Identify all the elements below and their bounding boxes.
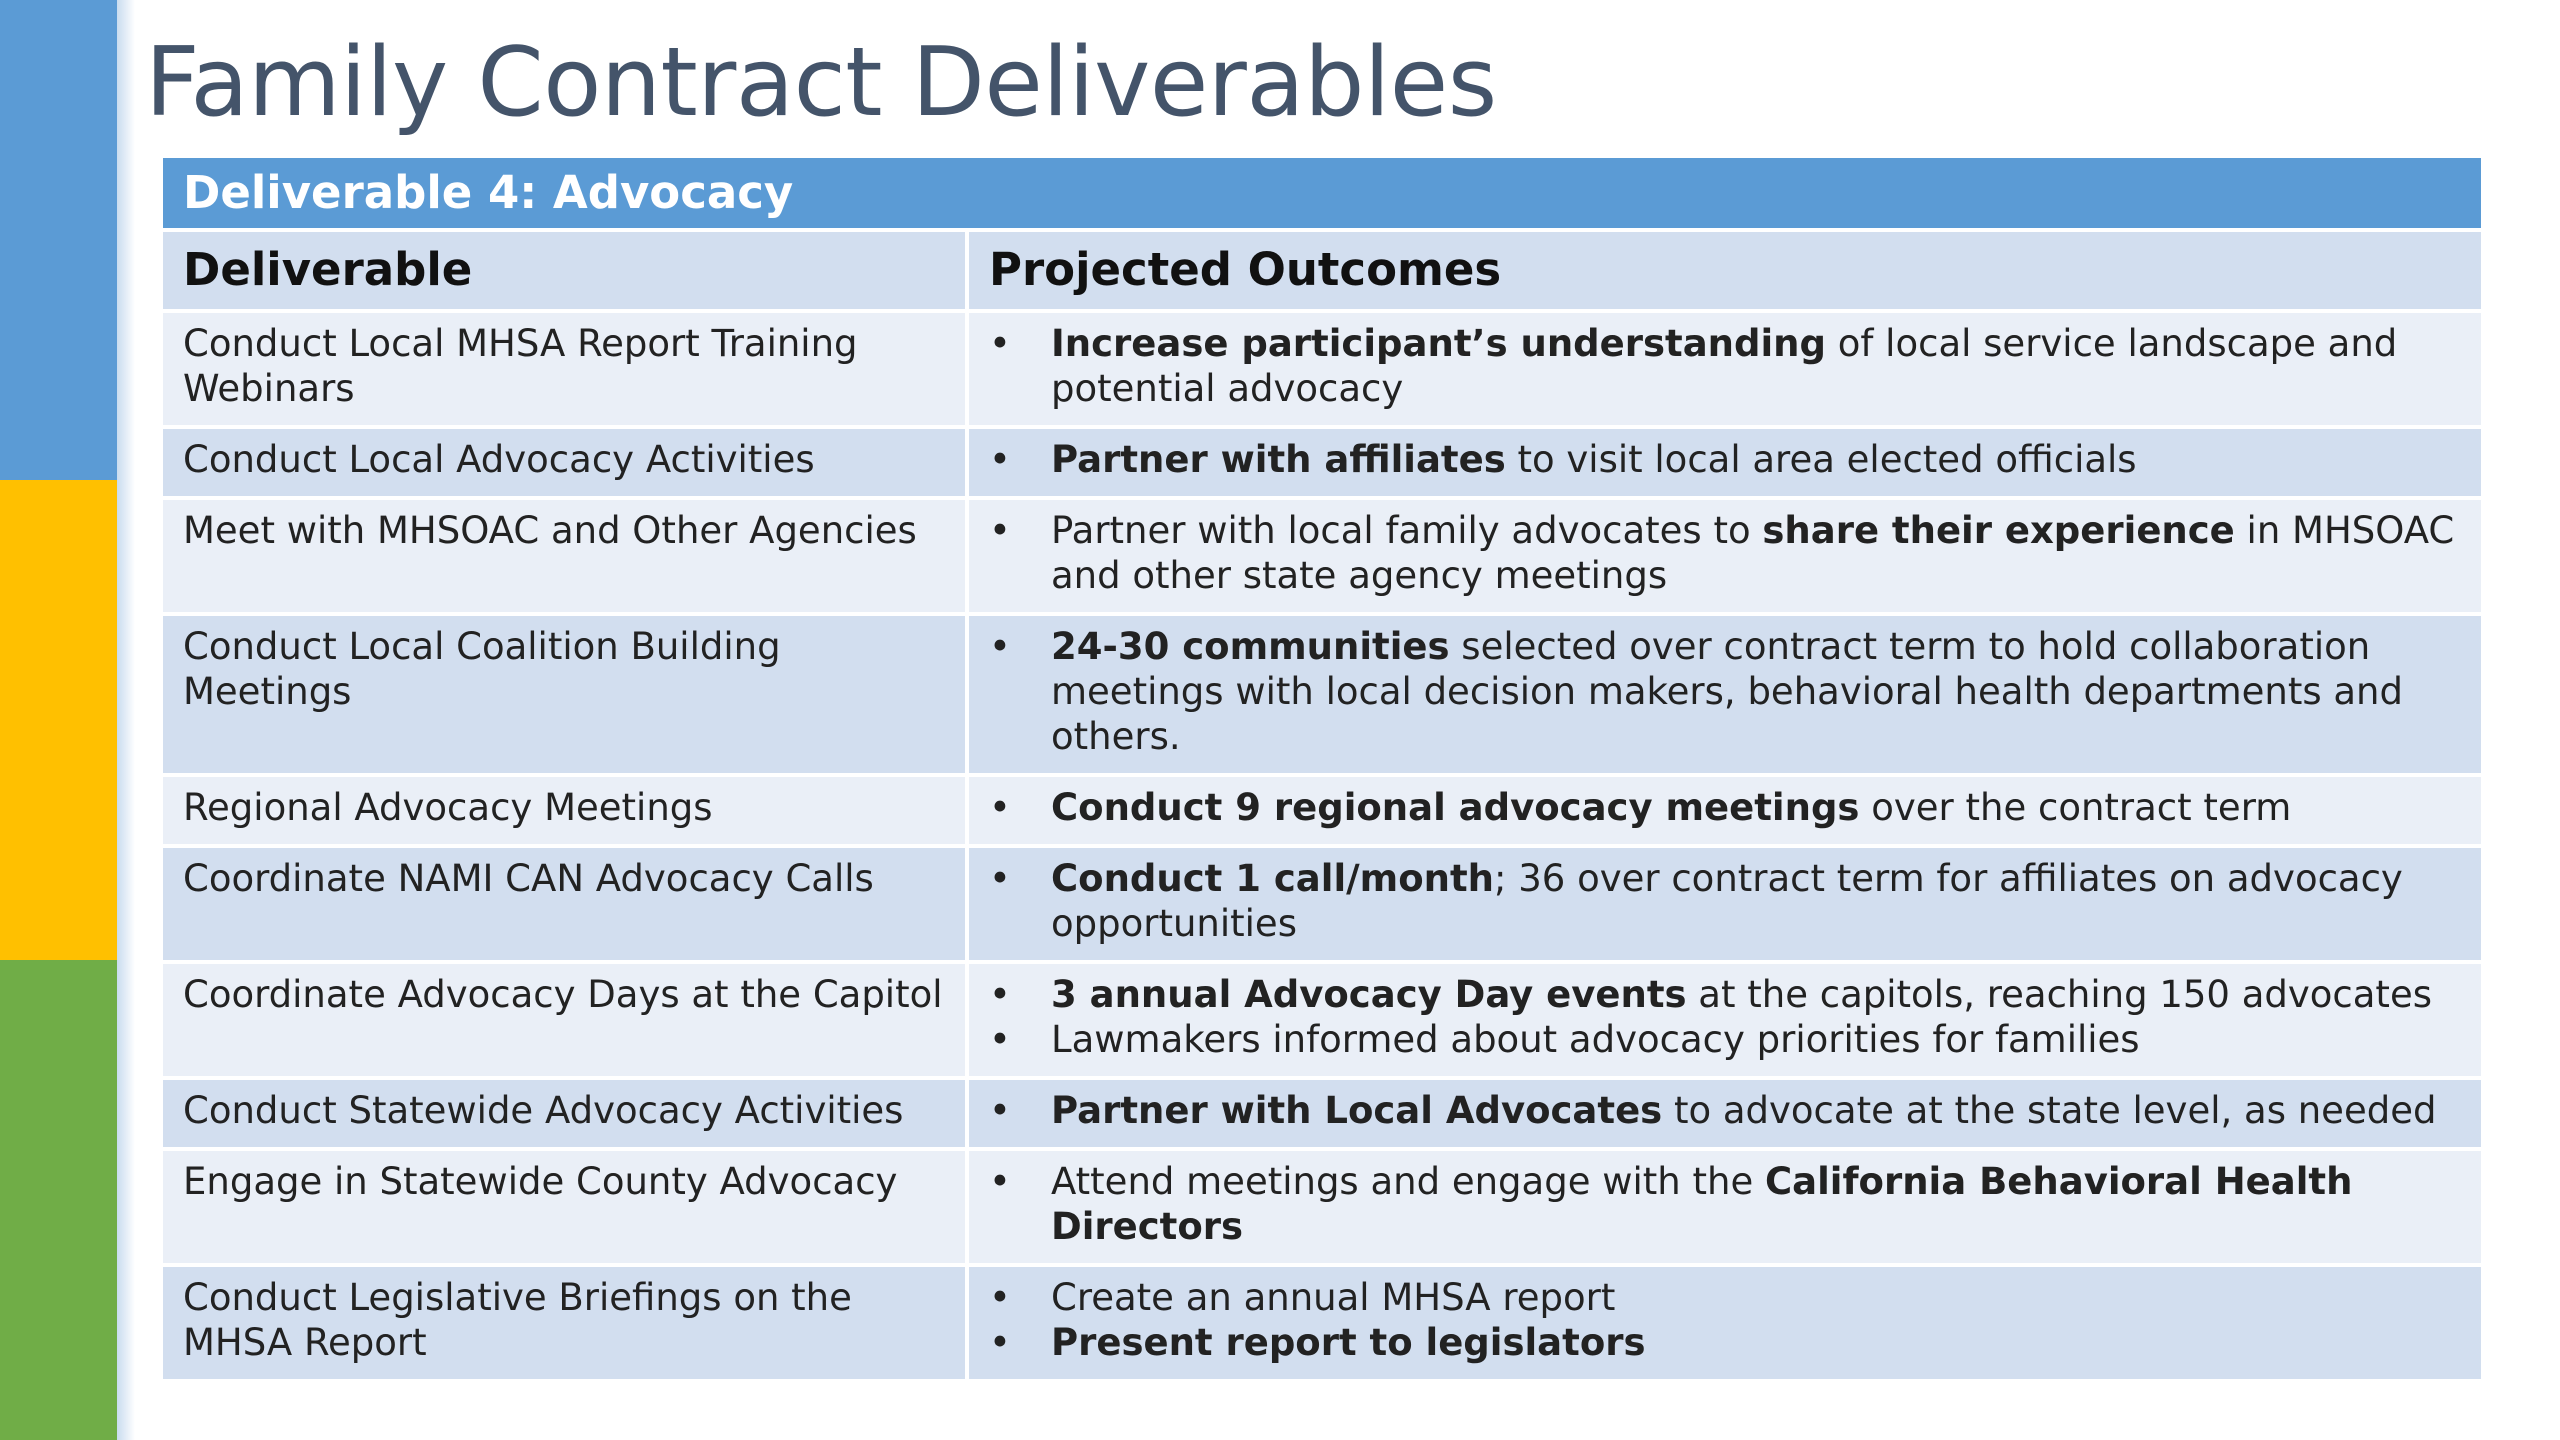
column-header-deliverable: Deliverable xyxy=(163,232,969,309)
table-row xyxy=(163,1080,2481,1147)
table-header-row xyxy=(163,232,2481,309)
outcome-item xyxy=(989,1320,2461,1365)
outcome-text: to visit local area elected officials xyxy=(1505,438,2137,481)
outcomes-cell xyxy=(969,848,2481,960)
bullet-icon: • xyxy=(989,786,1011,829)
outcome-item xyxy=(989,785,2461,830)
outcomes-list xyxy=(989,1275,2461,1365)
bullet-icon: • xyxy=(989,1321,1011,1364)
deliverable-cell: Conduct Local Advocacy Activities xyxy=(163,429,969,496)
deliverable-cell: Regional Advocacy Meetings xyxy=(163,777,969,844)
outcome-emphasis: Partner with Local Advocates xyxy=(1051,1089,1663,1132)
outcome-emphasis: California Behavioral Health Directors xyxy=(1051,1160,2353,1248)
outcome-text: Partner with local family advocates to xyxy=(1051,509,1763,552)
deliverables-table-container xyxy=(163,158,2481,1383)
outcome-emphasis: Partner with affiliates xyxy=(1051,438,1506,481)
outcomes-cell xyxy=(969,964,2481,1076)
accent-bar-edge xyxy=(117,0,135,1440)
outcomes-cell xyxy=(969,1080,2481,1147)
table-row xyxy=(163,848,2481,960)
outcomes-list xyxy=(989,972,2461,1062)
deliverable-cell: Conduct Local Coalition Building Meetings xyxy=(163,616,969,773)
outcome-text: Attend meetings and engage with the xyxy=(1051,1160,1765,1203)
outcome-emphasis: share their experience xyxy=(1762,509,2235,552)
outcomes-list xyxy=(989,321,2461,411)
deliverable-cell: Coordinate Advocacy Days at the Capitol xyxy=(163,964,969,1076)
accent-bar-blue xyxy=(0,0,117,480)
outcome-item xyxy=(989,856,2461,946)
bullet-icon: • xyxy=(989,438,1011,481)
deliverable-cell: Meet with MHSOAC and Other Agencies xyxy=(163,500,969,612)
accent-bar-yellow xyxy=(0,480,117,960)
table-row xyxy=(163,429,2481,496)
outcome-item xyxy=(989,1159,2461,1249)
bullet-icon: • xyxy=(989,1018,1011,1061)
slide-title: Family Contract Deliverables xyxy=(145,28,1497,138)
section-header: Deliverable 4: Advocacy xyxy=(163,158,2481,228)
table-row xyxy=(163,777,2481,844)
outcome-item xyxy=(989,508,2461,598)
outcomes-cell xyxy=(969,616,2481,773)
outcome-item xyxy=(989,1017,2461,1062)
table-body xyxy=(163,313,2481,1379)
table-row xyxy=(163,313,2481,425)
outcome-text: ; 36 over contract term for affiliates on advocacy opportunities xyxy=(1051,857,2403,945)
outcome-text: Create an annual MHSA report xyxy=(1051,1276,1616,1319)
outcome-item xyxy=(989,321,2461,411)
outcomes-list xyxy=(989,1159,2461,1249)
outcome-item xyxy=(989,1275,2461,1320)
deliverable-cell: Conduct Statewide Advocacy Activities xyxy=(163,1080,969,1147)
outcome-text: to advocate at the state level, as needed xyxy=(1662,1089,2437,1132)
outcome-text: over the contract term xyxy=(1859,786,2292,829)
bullet-icon: • xyxy=(989,973,1011,1016)
outcome-text: of local service landscape and potential advocacy xyxy=(1051,322,2398,410)
outcome-emphasis: 24-30 communities xyxy=(1051,625,1450,668)
outcomes-list xyxy=(989,785,2461,830)
outcome-emphasis: 3 annual Advocacy Day events xyxy=(1051,973,1687,1016)
bullet-icon: • xyxy=(989,322,1011,365)
outcomes-cell xyxy=(969,313,2481,425)
deliverable-cell: Conduct Legislative Briefings on the MHSA Report xyxy=(163,1267,969,1379)
outcomes-cell xyxy=(969,1267,2481,1379)
outcome-emphasis: Conduct 9 regional advocacy meetings xyxy=(1051,786,1860,829)
table-row xyxy=(163,964,2481,1076)
outcome-text: Lawmakers informed about advocacy priorities for families xyxy=(1051,1018,2140,1061)
outcome-emphasis: Conduct 1 call/month xyxy=(1051,857,1494,900)
outcome-item xyxy=(989,972,2461,1017)
deliverables-table xyxy=(163,228,2481,1383)
accent-bar-green xyxy=(0,960,117,1440)
table-row xyxy=(163,500,2481,612)
table-row xyxy=(163,1267,2481,1379)
outcomes-cell xyxy=(969,1151,2481,1263)
outcome-emphasis: Present report to legislators xyxy=(1051,1321,1646,1364)
outcome-item xyxy=(989,1088,2461,1133)
outcome-text: selected over contract term to hold collaboration meetings with local decision makers, behavioral health departments and others. xyxy=(1051,625,2403,758)
outcomes-list xyxy=(989,508,2461,598)
bullet-icon: • xyxy=(989,509,1011,552)
outcome-item xyxy=(989,624,2461,759)
bullet-icon: • xyxy=(989,857,1011,900)
outcome-emphasis: Increase participant’s understanding xyxy=(1051,322,1826,365)
outcome-text: in MHSOAC and other state agency meetings xyxy=(1051,509,2455,597)
outcomes-cell xyxy=(969,500,2481,612)
bullet-icon: • xyxy=(989,1160,1011,1203)
deliverable-cell: Engage in Statewide County Advocacy xyxy=(163,1151,969,1263)
bullet-icon: • xyxy=(989,1089,1011,1132)
bullet-icon: • xyxy=(989,1276,1011,1319)
table-row xyxy=(163,616,2481,773)
deliverable-cell: Conduct Local MHSA Report Training Webinars xyxy=(163,313,969,425)
outcomes-cell xyxy=(969,429,2481,496)
table-row xyxy=(163,1151,2481,1263)
outcome-item xyxy=(989,437,2461,482)
outcomes-list xyxy=(989,624,2461,759)
column-header-outcomes: Projected Outcomes xyxy=(969,232,2481,309)
outcomes-cell xyxy=(969,777,2481,844)
outcomes-list xyxy=(989,437,2461,482)
outcomes-list xyxy=(989,1088,2461,1133)
deliverable-cell: Coordinate NAMI CAN Advocacy Calls xyxy=(163,848,969,960)
bullet-icon: • xyxy=(989,625,1011,668)
outcomes-list xyxy=(989,856,2461,946)
outcome-text: at the capitols, reaching 150 advocates xyxy=(1686,973,2432,1016)
